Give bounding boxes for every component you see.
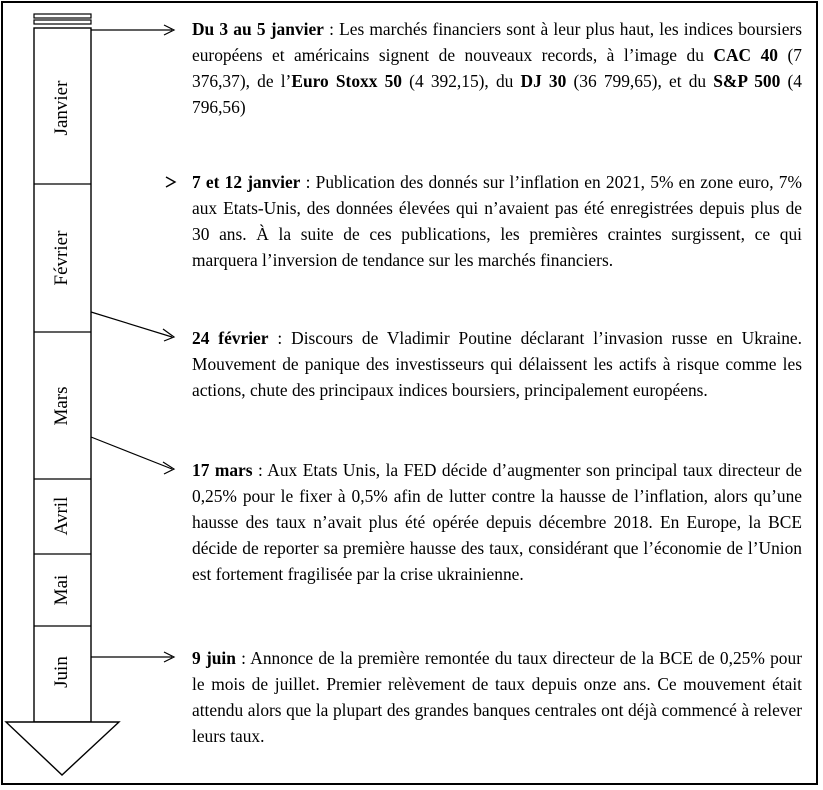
- event-text-run: (4 392,15), du: [402, 71, 521, 91]
- event-text: [192, 648, 802, 746]
- event-text: [192, 328, 802, 400]
- event-text-run: : Aux Etats Unis, la FED décide d’augmenter son principal taux directeur de 0,25% pour le fixer à 0,5% afin de lutter contre la hausse de l’inflation, alors qu’une hausse des taux n’avait plus été opérée depuis décembre 2018. En Europe, la BCE décide de reporter sa première hausse des taux, considérant que l’économie de l’Union est fortement fragilisée par la crise ukrainienne.: [192, 460, 802, 584]
- event-text-run: (4 796,56): [192, 71, 802, 117]
- event-9-juin: [192, 645, 802, 749]
- month-label-janvier: Janvier: [51, 80, 72, 136]
- event-text-emphasis: DJ 30: [520, 71, 567, 91]
- event-17-mars: [192, 457, 802, 587]
- event-24-fevrier: [192, 325, 802, 403]
- event-text-run: : Les marchés financiers sont à leur plus haut, les indices boursiers européens et américains signent de nouveaux records, à l’image du: [192, 19, 802, 65]
- arrowhead-bullet-icon: [162, 169, 182, 195]
- event-text-run: : Annonce de la première remontée du taux directeur de la BCE de 0,25% pour le mois de juillet. Premier relèvement de taux depuis onze ans. Ce mouvement était attendu alors que la plupart des grandes banques centrales ont déjà commencé à relever leurs taux.: [192, 648, 802, 746]
- event-text-run: : Publication des donnés sur l’inflation en 2021, 5% en zone euro, 7% aux Etats-Unis, des données élevées qui n’avaient pas été enregistrées depuis plus de 30 ans. À la suite de ces publications, les premières craintes surgissent, ce qui marquera l’inversion de tendance sur les marchés financiers.: [192, 172, 802, 270]
- month-label-juin: Juin: [51, 656, 72, 688]
- event-text-emphasis: S&P 500: [713, 71, 781, 91]
- month-label-fevrier: Février: [51, 230, 72, 286]
- event-text-run: : Discours de Vladimir Poutine déclarant l’invasion russe en Ukraine. Mouvement de panique des investisseurs qui délaissent les actifs à risque comme les actions, chute des principaux indices boursiers, principalement européens.: [192, 328, 803, 400]
- event-date: 24 février: [192, 328, 269, 348]
- event-date: 17 mars: [192, 460, 253, 480]
- event-text-emphasis: CAC 40: [713, 45, 778, 65]
- event-text-run: (36 799,65), et du: [566, 71, 714, 91]
- event-7-12-janvier: [192, 169, 802, 273]
- event-date: 7 et 12 janvier: [192, 172, 301, 192]
- event-text-emphasis: Euro Stoxx 50: [291, 71, 402, 91]
- month-label-avril: Avril: [51, 496, 72, 536]
- event-3-5-janvier: [192, 16, 802, 120]
- event-text: [192, 460, 802, 584]
- event-date: Du 3 au 5 janvier: [192, 19, 324, 39]
- event-date: 9 juin: [192, 648, 236, 668]
- month-label-mars: Mars: [51, 386, 72, 426]
- event-text-run: (7 376,37), de l’: [192, 45, 802, 91]
- month-label-mai: Mai: [51, 574, 72, 606]
